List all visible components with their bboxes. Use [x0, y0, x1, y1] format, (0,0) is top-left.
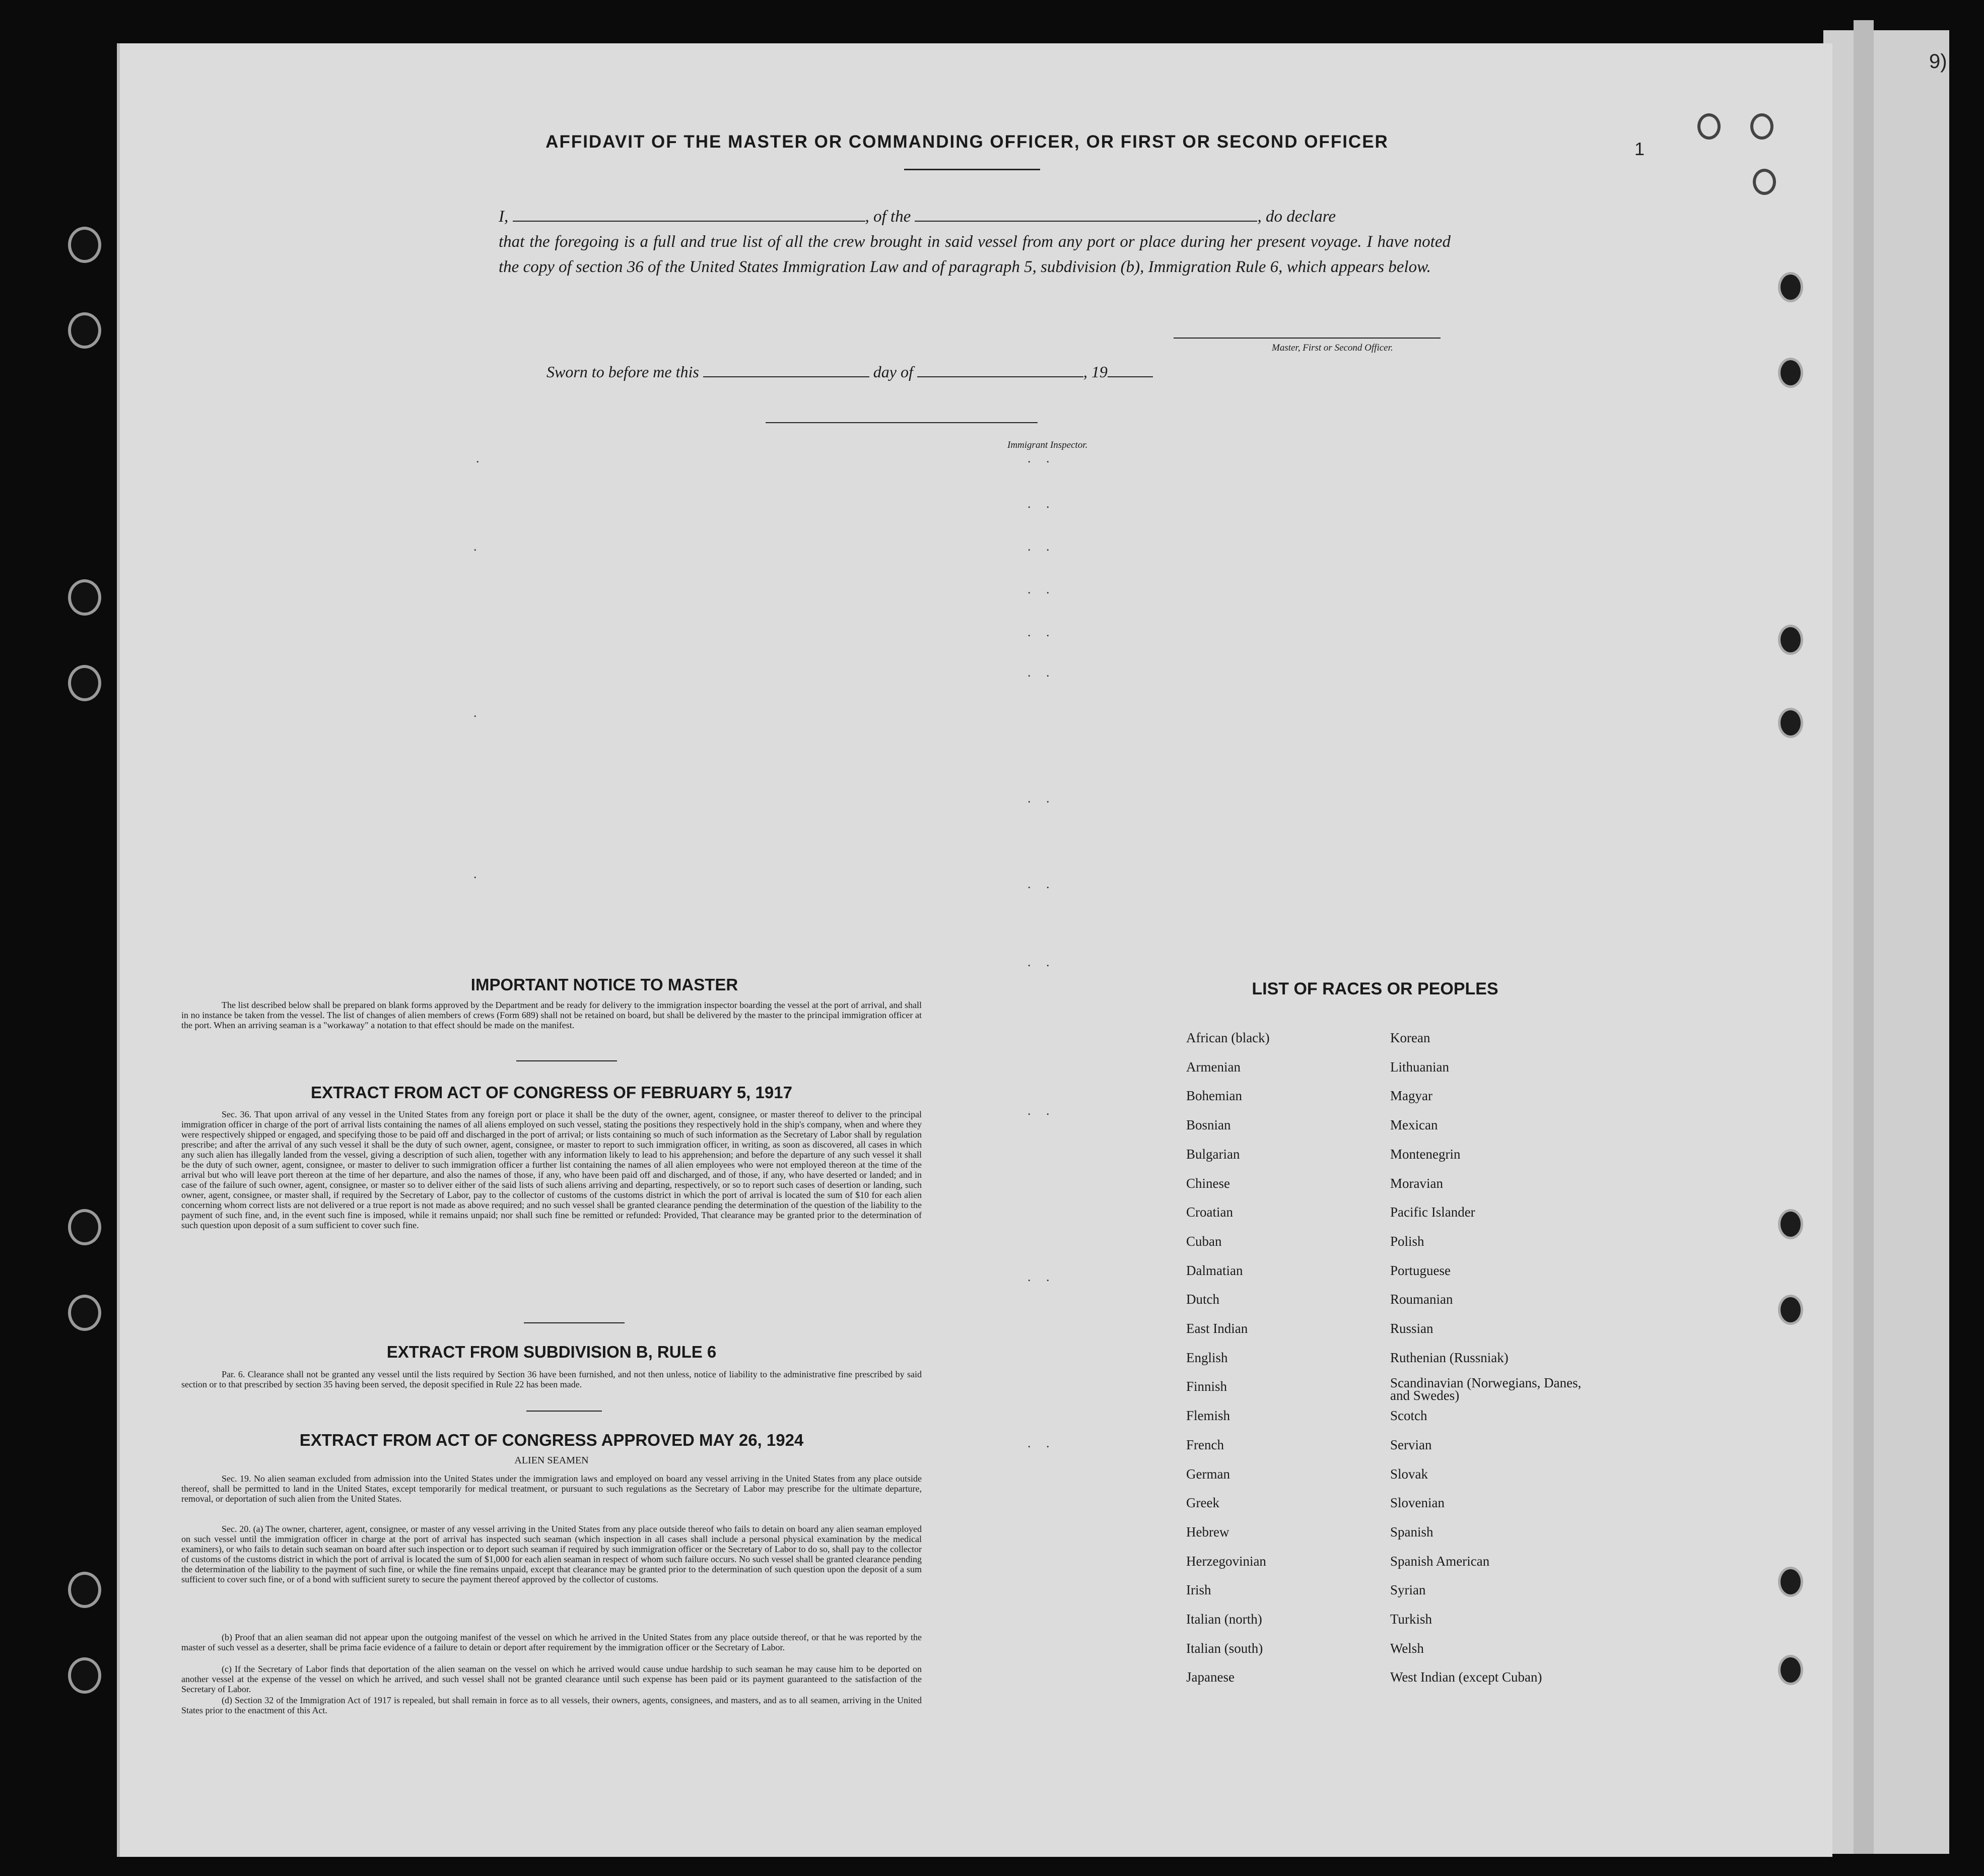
notice-text: The list described below shall be prepared on blank forms approved by the Department and be ready for delivery to the immigration inspector boarding the vessel at the port of arrival, and shall in no instance be taken from the vessel. The list of changes of alien members of crews (Form 689) shall not be retained on board, but shall be delivered by the master to the principal immigration officer at the port. When an arriving seaman is a "workaway" a notation to that effect should be made on the manifest. [181, 1000, 922, 1030]
race-item: Portuguese [1390, 1262, 1451, 1278]
act-1917-text: Sec. 36. That upon arrival of any vessel in the United States from any foreign port or place it shall be the duty of the owner, agent, consignee, or master thereof to deliver to the principal immigration officer in charge of the port of arrival lists containing the names of all aliens employed on such vessel, stating the positions they respectively hold in the ship's company, when and where they were respectively shipped or engaged, and specifying those to be paid off and discharged in the port of arrival; or lists containing so much of such information as the Secretary of Labor shall by regulation prescribe; and after the arrival of any such vessel it shall be the duty of such owner, agent, consignee, or master to report to such immigration officer, in writing, as soon as discovered, all cases in which any such alien has illegally landed from the vessel, giving a description of such alien, together with any information likely to lead to his apprehension; and before the departure of any such vessel it shall be the duty of such owner, agent, consignee, or master to deliver to such immigration officer a further list containing the names of all alien employees who were not employed thereon at the time of the arrival but who will leave port thereon at the time of her departure, and also the names of those, if any, who have been paid off and discharged, and of those, if any, who have deserted or landed; and in case of the failure of such owner, agent, consignee, or master so to deliver either of the said lists of such aliens arriving and departing, respectively, or so to report such cases of desertion or landing, such owner, agent, consignee, or master shall, if required by the Secretary of Labor, pay to the collector of customs of the customs district in which the port of arrival is located the sum of $10 for each alien concerning whom correct lists are not delivered or a true report is not made as above required; and no such vessel shall be granted clearance pending the determination of the question of the liability to the payment of such fine, and, in the event such fine is imposed, while it remains unpaid; nor shall such fine be remitted or refunded: Provided, That clearance may be granted prior to the determination of such question upon deposit of a sum sufficient to cover such fine. [181, 1109, 922, 1230]
race-item: Hebrew [1186, 1524, 1229, 1539]
bleed-through-marks: . [473, 539, 483, 554]
bleed-through-marks: . . [1028, 1269, 1056, 1284]
bleed-through-marks: . . [1028, 625, 1056, 639]
sworn-line [546, 363, 1153, 381]
sworn-prefix: Sworn to before me this [546, 363, 699, 381]
race-item: Slovenian [1390, 1495, 1445, 1511]
binder-hole [1778, 272, 1803, 302]
race-item: Montenegrin [1390, 1146, 1461, 1162]
rule-6-text: Par. 6. Clearance shall not be granted any vessel until the lists required by Section 36 have been furnished, and not then unless, notice of liability to the administrative fine prescribed by said section or to that prescribed by section 35 having been served, the deposit specified in Rule 22 has been made. [181, 1369, 922, 1389]
race-item: Lithuanian [1390, 1059, 1449, 1075]
signature-line[interactable] [1174, 338, 1441, 339]
corner-page-number: 9) [1929, 50, 1947, 73]
act-1917-heading: EXTRACT FROM ACT OF CONGRESS OF FEBRUARY 5, 1917 [311, 1083, 792, 1102]
bleed-through-marks: . . [1028, 791, 1056, 806]
race-item: Scandinavian (Norwegians, Danes, and Swedes) [1390, 1375, 1582, 1403]
binder-hole [68, 1209, 101, 1245]
section-rule [526, 1411, 602, 1412]
race-item: African (black) [1186, 1030, 1270, 1045]
race-item: Polish [1390, 1233, 1424, 1249]
vessel-blank[interactable] [915, 221, 1257, 222]
race-item: Dalmatian [1186, 1262, 1243, 1278]
race-item: Armenian [1186, 1059, 1241, 1075]
day-of-label: day of [873, 363, 913, 381]
section-rule [516, 1060, 617, 1061]
race-item: West Indian (except Cuban) [1390, 1669, 1542, 1685]
affidavit-text [499, 204, 1451, 280]
sec-20c-text: (c) If the Secretary of Labor finds that deportation of the alien seaman on the vessel on which he arrived would cause undue hardship to such seaman he may cause him to be deported on another vessel at the expense of the vessel on which he arrived, and such vessel shall not be granted clearance until such expense has been paid or its payment guaranteed to the satisfaction of the Secretary of Labor. [181, 1664, 922, 1694]
bleed-through-marks: . . [1028, 539, 1056, 554]
race-item: Mexican [1390, 1117, 1438, 1133]
race-item: Moravian [1390, 1175, 1443, 1191]
binder-hole [68, 312, 101, 349]
sec-19-text: Sec. 19. No alien seaman excluded from admission into the United States under the immigration laws and employed on board any vessel arriving in the United States from any place outside thereof, shall be permitted to land in the United States, except temporarily for medical treatment, or pursuant to such regulations as the Secretary of Labor may prescribe for the ultimate departure, removal, or deportation of such alien from the United States. [181, 1473, 922, 1504]
bleed-through-marks: . [473, 705, 483, 720]
binder-hole [68, 1572, 101, 1608]
race-item: Pacific Islander [1390, 1204, 1475, 1220]
race-item: East Indian [1186, 1321, 1248, 1336]
race-item: Italian (north) [1186, 1612, 1262, 1627]
binder-hole [1753, 169, 1776, 195]
signature-label: Master, First or Second Officer. [1272, 343, 1393, 353]
bleed-through-marks: . . [1028, 496, 1056, 511]
race-item: French [1186, 1437, 1224, 1452]
binder-hole [1697, 113, 1721, 140]
binder-hole [1778, 1567, 1803, 1597]
race-item: Croatian [1186, 1204, 1233, 1220]
race-item: Herzegovinian [1186, 1553, 1266, 1569]
i-label: I, [499, 208, 509, 226]
binder-hole [68, 227, 101, 263]
bleed-through-marks: . . [1028, 1436, 1056, 1450]
underlying-page-edge [1854, 20, 1874, 1854]
bleed-through-marks: . . [1028, 877, 1056, 891]
race-item: Bosnian [1186, 1117, 1231, 1133]
rule-6-heading: EXTRACT FROM SUBDIVISION B, RULE 6 [386, 1343, 717, 1361]
race-item: Spanish American [1390, 1553, 1490, 1569]
day-blank[interactable] [703, 376, 869, 377]
races-heading: LIST OF RACES OR PEOPLES [1252, 979, 1498, 998]
race-item: Servian [1390, 1437, 1432, 1452]
bleed-through-marks: . . [1028, 955, 1056, 969]
inspector-label: Immigrant Inspector. [1007, 440, 1088, 450]
sec-20a-text: Sec. 20. (a) The owner, charterer, agent, consignee, or master of any vessel arriving in the United States from any place outside thereof who fails to detain on board any alien seaman employed on such vessel until the immigration officer in charge at the port of arrival has inspected such seaman (which inspection in all cases shall include a personal physical examination by the medical examiners), or who fails to detain such seaman on board after such inspection or to deport such seaman if required by such immigration officer or the Secretary of Labor to do so, shall pay to the collector of customs of the customs district in which the port of arrival is located the sum of $1,000 for each alien seaman in respect of whom such failure occurs. No such vessel shall be granted clearance pending the determination of the liability to the payment of such fine, or while the fine remains unpaid, except that clearance may be granted prior to the determination of such question upon the deposit of a sum sufficient to cover such fine, or of a bond with sufficient surety to secure the payment thereof approved by the collector of customs. [181, 1524, 922, 1584]
race-item: Magyar [1390, 1088, 1432, 1104]
binder-hole [68, 665, 101, 701]
of-the-label: , of the [865, 208, 911, 226]
race-item: Finnish [1186, 1379, 1227, 1394]
alien-seamen-subheading: ALIEN SEAMEN [514, 1455, 589, 1466]
race-item: Russian [1390, 1321, 1433, 1336]
race-item: Turkish [1390, 1612, 1432, 1627]
bleed-through-marks: . . [1028, 665, 1056, 680]
binder-hole [1778, 1295, 1803, 1325]
sec-20b-text: (b) Proof that an alien seaman did not appear upon the outgoing manifest of the vessel on which he arrived in the United States from any place outside thereof, or that he was reported by the master of such vessel as a deserter, shall be prima facie evidence of a failure to detain or deport after requirement by the immigration officer or the Secretary of Labor. [181, 1632, 922, 1652]
binder-hole [1778, 1209, 1803, 1239]
race-item: Ruthenian (Russniak) [1390, 1350, 1509, 1365]
sec-20d-text: (d) Section 32 of the Immigration Act of 1917 is repealed, but shall remain in force as to all vessels, their owners, agents, consignees, and masters, and as to all seamen, arriving in the United States prior to the enactment of this Act. [181, 1695, 922, 1715]
race-item: Spanish [1390, 1524, 1433, 1539]
year-blank[interactable] [1108, 376, 1153, 377]
race-item: Roumanian [1390, 1292, 1453, 1307]
underlying-page [1823, 30, 1949, 1854]
race-item: Italian (south) [1186, 1640, 1263, 1656]
page-mark: 1 [1634, 139, 1645, 159]
race-item: Chinese [1186, 1175, 1230, 1191]
race-item: Syrian [1390, 1582, 1426, 1598]
race-item: Dutch [1186, 1292, 1219, 1307]
act-1924-heading: EXTRACT FROM ACT OF CONGRESS APPROVED MAY 26, 1924 [299, 1431, 804, 1449]
bleed-through-marks: . . [1028, 451, 1056, 465]
race-item: Welsh [1390, 1640, 1424, 1656]
binder-hole [68, 579, 101, 616]
race-item: Flemish [1186, 1408, 1230, 1424]
race-item: Japanese [1186, 1669, 1235, 1685]
title-rule [904, 169, 1040, 170]
binder-hole [1778, 358, 1803, 388]
year-prefix: , 19 [1083, 363, 1108, 381]
race-item: Korean [1390, 1030, 1430, 1045]
race-item: English [1186, 1350, 1228, 1365]
bleed-through-marks: . . [1028, 582, 1056, 596]
race-item: German [1186, 1466, 1230, 1482]
affidavit-title: AFFIDAVIT OF THE MASTER OR COMMANDING OFFICER, OR FIRST OR SECOND OFFICER [545, 132, 1389, 152]
section-rule [524, 1322, 625, 1323]
binder-hole [68, 1657, 101, 1694]
binder-hole [1750, 113, 1773, 140]
name-blank[interactable] [513, 221, 865, 222]
document-page [117, 43, 1832, 1857]
notice-heading: IMPORTANT NOTICE TO MASTER [470, 975, 738, 994]
binder-hole [1778, 708, 1803, 738]
do-declare-label: , do declare [1257, 208, 1336, 226]
binder-hole [1778, 1655, 1803, 1685]
bleed-through-marks: . . [1028, 1103, 1056, 1118]
race-item: Scotch [1390, 1408, 1427, 1424]
race-item: Slovak [1390, 1466, 1428, 1482]
inspector-signature-line[interactable] [766, 422, 1038, 423]
race-item: Irish [1186, 1582, 1211, 1598]
binder-hole [68, 1295, 101, 1331]
month-blank[interactable] [917, 376, 1083, 377]
race-item: Bohemian [1186, 1088, 1242, 1104]
declaration-line [499, 204, 1451, 229]
bleed-through-marks: . [476, 451, 486, 465]
race-item: Cuban [1186, 1233, 1222, 1249]
declaration-body: that the foregoing is a full and true list of all the crew brought in said vessel from any port or place during her present voyage. I have noted the copy of section 36 of the United States Immigration Law and of paragraph 5, subdivision (b), Immigration Rule 6, which appears below. [499, 233, 1451, 276]
race-item: Bulgarian [1186, 1146, 1240, 1162]
race-item: Greek [1186, 1495, 1219, 1511]
bleed-through-marks: . [473, 866, 483, 881]
binder-hole [1778, 625, 1803, 655]
